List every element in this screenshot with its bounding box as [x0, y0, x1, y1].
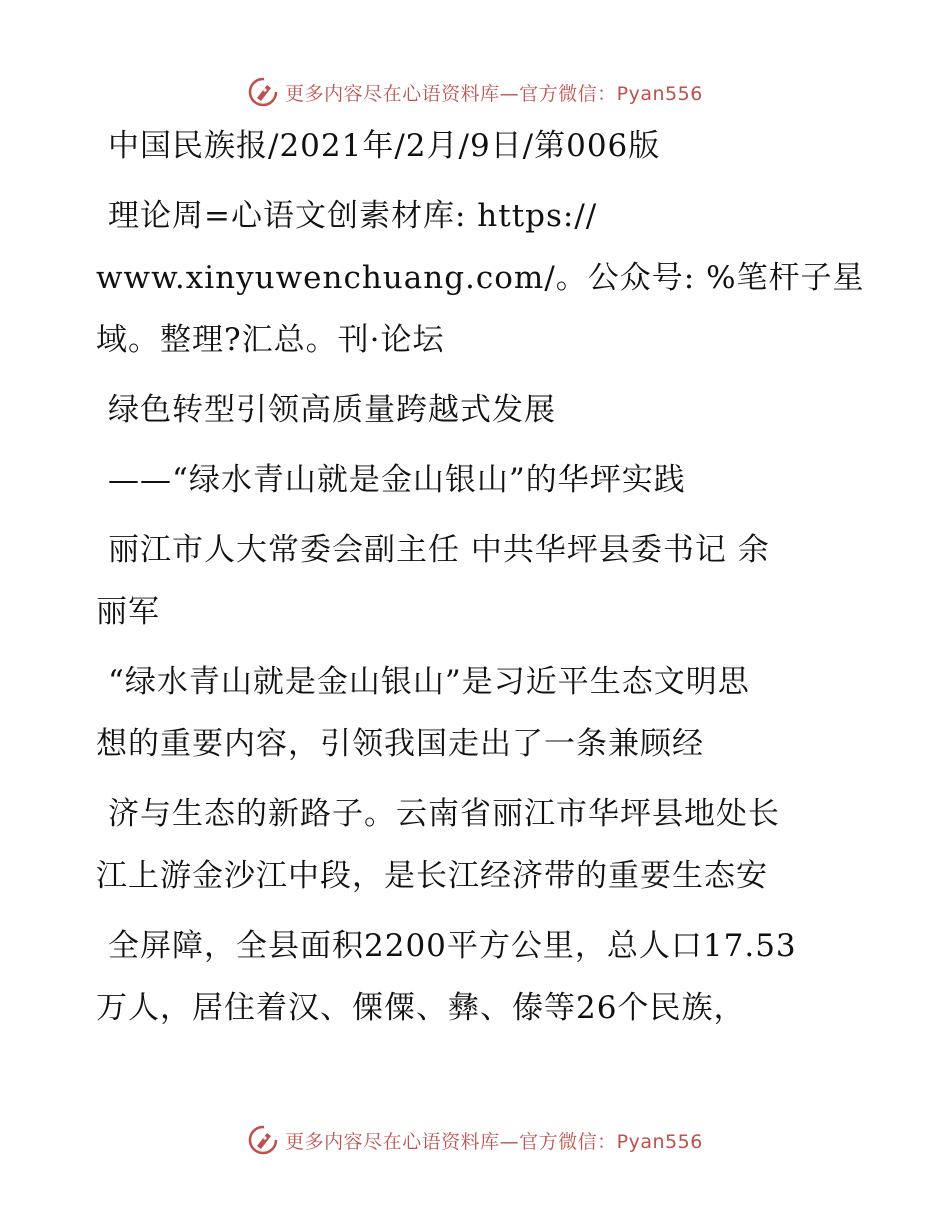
- paragraph-line: 江上游金沙江中段，是长江经济带的重要生态安: [96, 858, 768, 894]
- paragraph-line: 想的重要内容，引领我国走出了一条兼顾经: [96, 726, 704, 762]
- document-body: [96, 122, 865, 1032]
- author-line: 丽江市人大常委会副主任 中共华坪县委书记 余: [108, 532, 770, 568]
- watermark-text: 更多内容尽在心语资料库—官方微信：Pyan556: [285, 1130, 703, 1153]
- paragraph-line: 全屏障，全县面积2200平方公里，总人口17.53: [108, 928, 797, 964]
- watermark-text: 更多内容尽在心语资料库—官方微信：Pyan556: [285, 82, 703, 105]
- top-watermark-banner: [0, 72, 950, 112]
- bottom-watermark-banner: [0, 1120, 950, 1160]
- article-title: 绿色转型引领高质量跨越式发展: [108, 392, 556, 428]
- paragraph-line: “绿水青山就是金山银山”是习近平生态文明思: [108, 664, 750, 700]
- pen-nib-circle-icon: [247, 76, 279, 108]
- article-subtitle: ——“绿水青山就是金山银山”的华坪实践: [108, 462, 686, 498]
- paragraph-line: 济与生态的新路子。云南省丽江市华坪县地处长: [108, 796, 780, 832]
- text-line: 域。整理?汇总。刊·论坛: [96, 322, 445, 358]
- paragraph-line: 万人，居住着汉、傈僳、彝、傣等26个民族，: [96, 990, 746, 1026]
- text-line: www.xinyuwenchuang.com/。公众号: %笔杆子星: [96, 260, 865, 296]
- pen-nib-circle-icon: [247, 1124, 279, 1156]
- author-line: 丽军: [96, 594, 160, 630]
- source-line: 中国民族报/2021年/2月/9日/第006版: [108, 128, 661, 164]
- text-line: 理论周=心语文创素材库: https://: [108, 198, 598, 234]
